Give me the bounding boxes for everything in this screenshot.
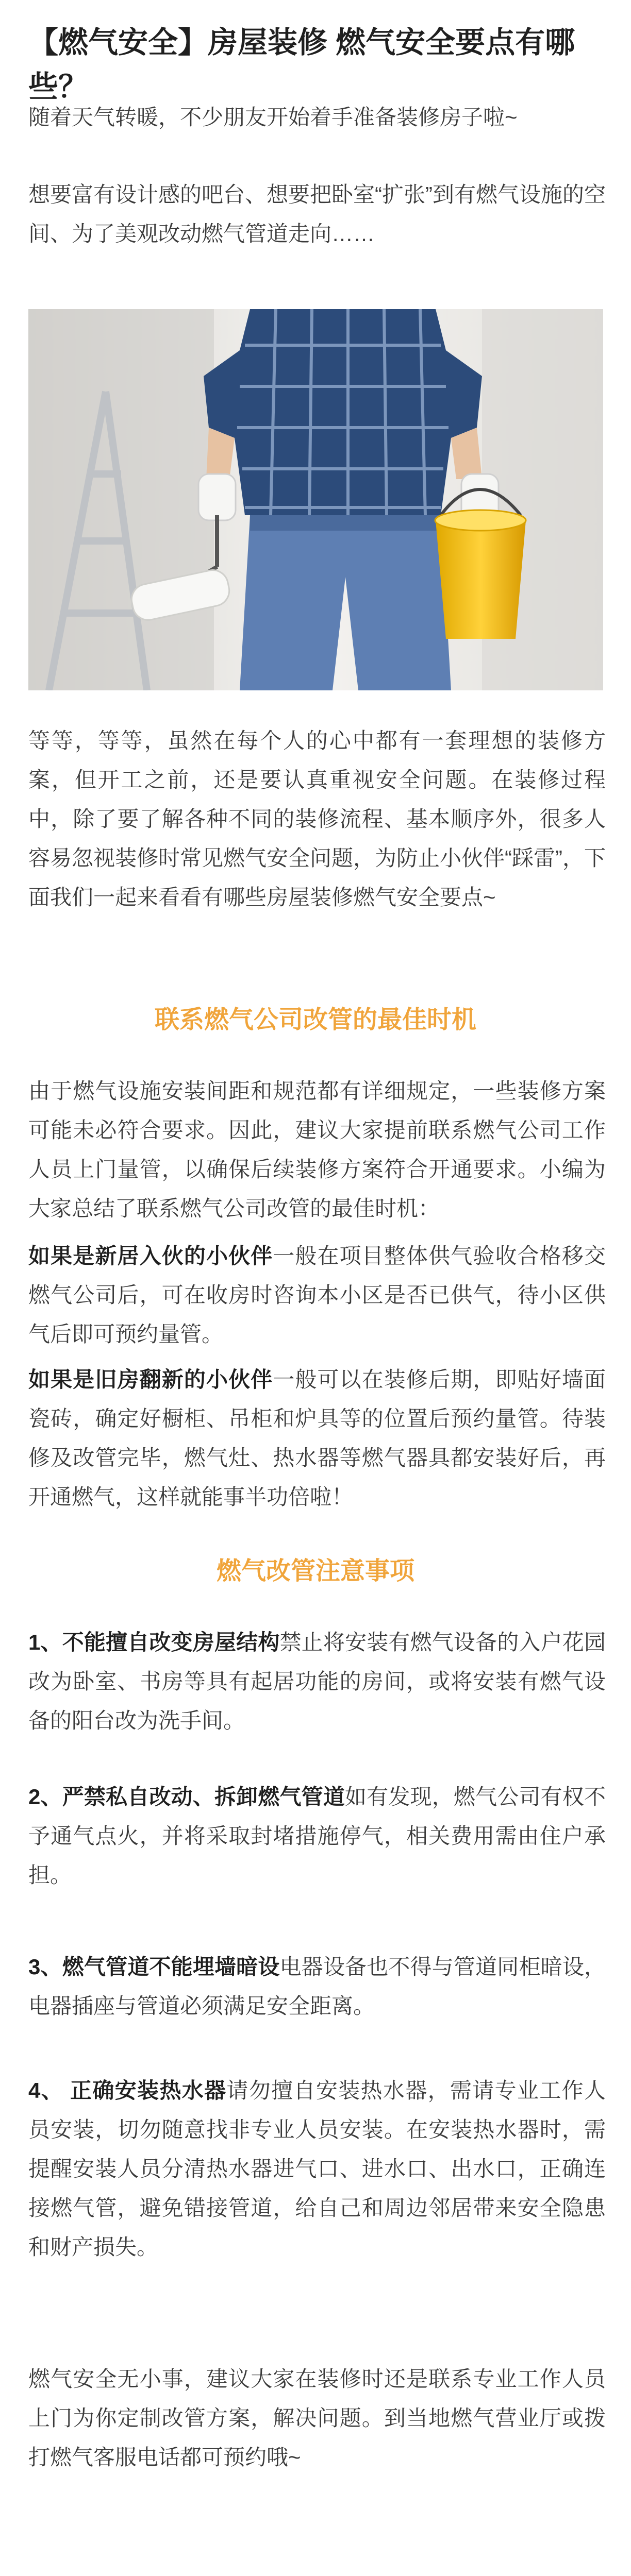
notice-item-1-text: 禁止将安装有燃气设备的入户花园改为卧室、书房等具有起居功能的房间，或将安装有燃气设备的阳台改为洗手间。 — [28, 1630, 606, 1733]
section2-heading: 燃气改管注意事项 — [216, 1557, 414, 1585]
notice-item-2 — [28, 1777, 606, 1895]
hero-image — [28, 309, 603, 690]
notice-item-3-label: 3、燃气管道不能埋墙暗设 — [28, 1955, 280, 1979]
notice-item-4-text: 请勿擅自安装热水器，需请专业工作人员安装，切勿随意找非专业人员安装。在安装热水器时，需提醒安装人员分清热水器进气口、进水口、出水口，正确连接燃气管，避免错接管道，给自己和周边邻居带来安全隐患和财产损失。 — [28, 2078, 606, 2259]
section1-paragraph-1: 由于燃气设施安装间距和规范都有详细规定，一些装修方案可能未必符合要求。因此，建议大家提前联系燃气公司工作人员上门量管，以确保后续装修方案符合开通要求。小编为大家总结了联系燃气公司改管的最佳时机： — [28, 1079, 606, 1221]
notice-item-3 — [28, 1947, 606, 2026]
renovation-text: 一般可以在装修后期，即贴好墙面瓷砖，确定好橱柜、吊柜和炉具等的位置后预约量管。待装修及改管完毕，燃气灶、热水器等燃气器具都安装好后，再开通燃气，这样就能事半功倍啦！ — [28, 1367, 606, 1509]
contact-banner — [23, 2519, 608, 2576]
new-home-text: 一般在项目整体供气验收合格移交燃气公司后，可在收房时咨询本小区是否已供气，待小区供气后即可预约量管。 — [28, 1244, 606, 1346]
article-title: 【燃气安全】房屋装修 燃气安全要点有哪些？ — [28, 26, 575, 104]
painter-illustration — [28, 309, 603, 690]
renovation-label: 如果是旧房翻新的小伙伴 — [28, 1367, 273, 1392]
contact-illustration — [23, 2519, 608, 2576]
notice-item-1 — [28, 1623, 606, 1740]
notice-item-3-text: 电器设备也不得与管道同柜暗设，电器插座与管道必须满足安全距离。 — [28, 1955, 606, 2018]
notice-item-4 — [28, 2071, 606, 2267]
section1-heading: 联系燃气公司改管的最佳时机 — [154, 1006, 476, 1033]
closing-paragraph: 燃气安全无小事，建议大家在装修时还是联系专业工作人员上门为你定制改管方案，解决问题。到当地燃气营业厅或拨打燃气客服电话都可预约哦~ — [28, 2367, 606, 2469]
section1-paragraph-2 — [28, 1236, 606, 1354]
new-home-label: 如果是新居入伙的小伙伴 — [28, 1244, 273, 1268]
intro-paragraph-1: 随着天气转暖，不少朋友开始着手准备装修房子啦~ — [28, 105, 518, 129]
notice-item-2-label: 2、严禁私自改动、拆卸燃气管道 — [28, 1785, 345, 1809]
intro-paragraph-2: 想要富有设计感的吧台、想要把卧室“扩张”到有燃气设施的空间、为了美观改动燃气管道走向…… — [28, 182, 606, 246]
intro-paragraph-3: 等等，等等，虽然在每个人的心中都有一套理想的装修方案，但开工之前，还是要认真重视安全问题。在装修过程中，除了要了解各种不同的装修流程、基本顺序外，很多人容易忽视装修时常见燃气安全问题，为防止小伙伴“踩雷”，下面我们一起来看看有哪些房屋装修燃气安全要点~ — [28, 728, 606, 909]
notice-item-2-text: 如有发现，燃气公司有权不予通气点火，并将采取封堵措施停气，相关费用需由住户承担。 — [28, 1785, 606, 1887]
section1-paragraph-3 — [28, 1360, 606, 1517]
notice-item-1-label: 1、不能擅自改变房屋结构 — [28, 1630, 280, 1654]
notice-item-4-label: 4、 正确安装热水器 — [28, 2078, 227, 2103]
